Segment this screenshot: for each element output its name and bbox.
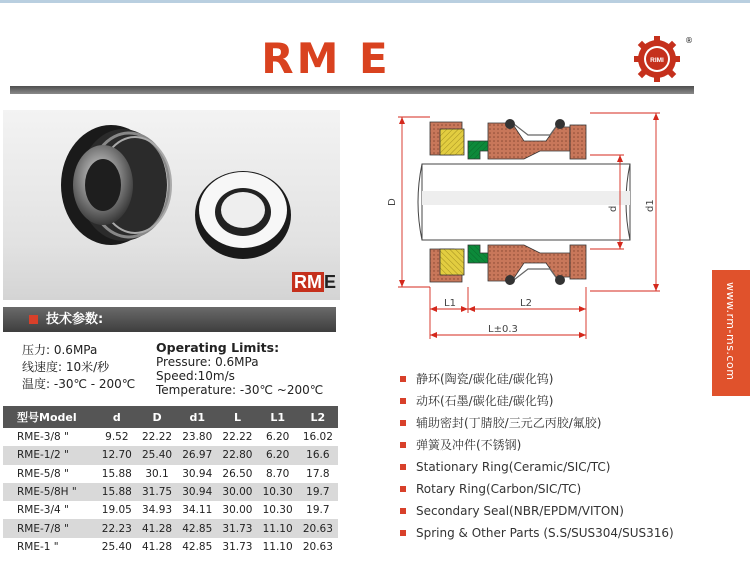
table-row: [3, 519, 338, 537]
table-cell: RME-7/8 ": [3, 519, 97, 537]
col-D: D: [137, 406, 177, 428]
table-cell: 10.30: [262, 504, 293, 517]
table-cell: 30.00: [217, 483, 257, 501]
param-speed: 线速度: 10米/秒: [22, 360, 110, 374]
table-row: [3, 428, 338, 446]
table-cell: 30.94: [182, 467, 213, 480]
registered-mark: ®: [685, 36, 693, 45]
brand-rm: RM: [294, 272, 322, 292]
table-cell: 34.93: [142, 504, 173, 517]
limit-pressure: Pressure: 0.6MPa: [156, 355, 259, 369]
col-d: d: [97, 406, 137, 428]
table-cell: RME-1 ": [17, 540, 59, 553]
feature-list: [400, 368, 674, 544]
table-cell: 31.75: [137, 483, 177, 501]
table-cell: 22.22: [142, 431, 173, 444]
header-bar: [10, 86, 694, 94]
table-cell: 17.8: [306, 467, 330, 480]
table-cell: 41.28: [142, 540, 173, 553]
table-cell: 25.40: [137, 446, 177, 464]
brand-e: E: [324, 272, 337, 292]
dim-label-d1: d1: [645, 199, 656, 212]
spec-table: [3, 406, 338, 556]
list-item: 辅助密封(丁腈胶/三元乙丙胶/氟胶): [400, 412, 674, 434]
table-cell: 22.80: [217, 446, 257, 464]
table-cell: 6.20: [265, 431, 290, 444]
table-cell: 26.97: [177, 446, 217, 464]
col-L2: L2: [298, 406, 338, 428]
table-cell: 30.1: [145, 467, 169, 480]
param-pressure: 压力: 0.6MPa: [22, 343, 98, 357]
table-cell: 10.30: [258, 483, 298, 501]
table-cell: 23.80: [182, 431, 213, 444]
table-header-row: [3, 406, 338, 428]
table-cell: 41.28: [137, 519, 177, 537]
list-item: 弹簧及冲件(不锈钢): [400, 434, 674, 456]
list-item: Spring & Other Parts (S.S/SUS304/SUS316): [400, 522, 674, 544]
limit-temperature: Temperature: -30℃ ~200℃: [156, 383, 324, 397]
operating-limits-heading: Operating Limits:: [156, 340, 280, 355]
list-item: 动环(石墨/碳化硅/碳化钨): [400, 390, 674, 412]
dim-label-D: D: [387, 198, 398, 206]
logo-text: RIMI: [650, 57, 664, 64]
table-cell: 22.23: [97, 519, 137, 537]
page-title: RM E: [261, 34, 391, 83]
table-cell: 16.02: [302, 431, 333, 444]
table-cell: RME-3/8 ": [17, 431, 69, 444]
brand-logo: [622, 34, 692, 94]
upper-seal-section: [430, 119, 586, 159]
list-item: Stationary Ring(Ceramic/SIC/TC): [400, 456, 674, 478]
table-row: [3, 483, 338, 501]
table-cell: 30.00: [222, 504, 253, 517]
table-cell: 25.40: [101, 540, 132, 553]
col-L: L: [217, 406, 257, 428]
table-cell: RME-5/8 ": [17, 467, 69, 480]
table-cell: 16.6: [298, 446, 338, 464]
dim-label-L1: L1: [444, 298, 456, 309]
tech-params-bar: [3, 307, 336, 332]
dim-label-d: d: [608, 205, 619, 212]
table-cell: 6.20: [258, 446, 298, 464]
table-cell: 26.50: [222, 467, 253, 480]
lower-seal-section: [430, 245, 586, 285]
dim-label-L: L±0.3: [488, 324, 518, 335]
table-row: [3, 538, 338, 556]
table-cell: 8.70: [265, 467, 290, 480]
table-cell: 22.22: [222, 431, 253, 444]
table-cell: 11.10: [262, 540, 293, 553]
photo-brand-mark: [292, 272, 336, 293]
table-cell: 15.88: [101, 467, 132, 480]
table-row: [3, 446, 338, 464]
table-cell: 42.85: [182, 540, 213, 553]
col-L1: L1: [258, 406, 298, 428]
operating-limits: [156, 341, 323, 397]
table-cell: 19.05: [101, 504, 132, 517]
chinese-params: [22, 342, 135, 393]
table-cell: 11.10: [258, 519, 298, 537]
list-item: Rotary Ring(Carbon/SIC/TC): [400, 478, 674, 500]
table-cell: 19.7: [306, 504, 330, 517]
table-cell: 9.52: [105, 431, 129, 444]
list-item: Secondary Seal(NBR/EPDM/VITON): [400, 500, 674, 522]
col-d1: d1: [177, 406, 217, 428]
table-cell: RME-1/2 ": [3, 446, 97, 464]
col-model: 型号Model: [3, 406, 97, 428]
seal-cross-section-diagram: [384, 107, 674, 347]
list-item: 静环(陶瓷/碳化硅/碳化钨): [400, 368, 674, 390]
seal-photo-illustration: [3, 110, 340, 300]
table-cell: 31.73: [222, 540, 253, 553]
table-cell: 34.11: [182, 504, 213, 517]
website-url[interactable]: www.rm-ms.com: [724, 282, 737, 381]
table-cell: 12.70: [97, 446, 137, 464]
table-cell: 20.63: [298, 519, 338, 537]
table-row: [3, 501, 338, 519]
table-cell: 42.85: [177, 519, 217, 537]
table-row: [3, 465, 338, 483]
table-cell: 20.63: [302, 540, 333, 553]
stationary-ring-image: [195, 171, 291, 259]
dim-label-L2: L2: [520, 298, 532, 309]
table-cell: 19.7: [298, 483, 338, 501]
website-side-tab[interactable]: [712, 270, 750, 396]
bullet-square: [29, 315, 38, 324]
tech-params-heading: 技术参数:: [46, 312, 104, 327]
product-photo: [3, 110, 340, 300]
rotary-seal-image: [61, 125, 171, 245]
table-cell: RME-3/4 ": [17, 504, 69, 517]
table-cell: 31.73: [217, 519, 257, 537]
table-cell: 15.88: [97, 483, 137, 501]
table-cell: RME-5/8H ": [3, 483, 97, 501]
param-temperature: 温度: -30℃ - 200℃: [22, 377, 136, 391]
limit-speed: Speed:10m/s: [156, 369, 235, 383]
table-cell: 30.94: [177, 483, 217, 501]
top-divider: [0, 0, 750, 3]
